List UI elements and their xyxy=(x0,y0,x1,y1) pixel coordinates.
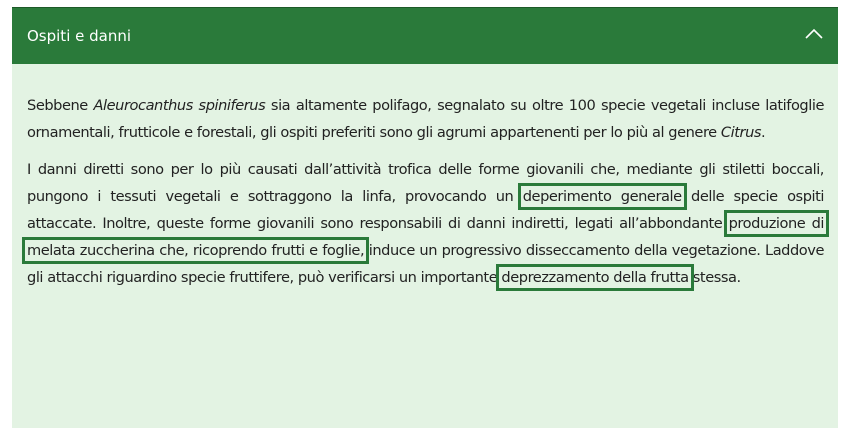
text-span: Sebbene xyxy=(27,97,94,114)
genus-name: Citrus xyxy=(720,124,762,141)
species-name: Aleurocanthus spiniferus xyxy=(93,97,266,114)
text-span: I danni diretti sono per lo più causati dall’attività trofica delle forme giovanili che, mediante gli stiletti boccali, pungono i tessuti vegetali e sottraggono la linfa, provocando un xyxy=(27,161,824,205)
accordion-header[interactable] xyxy=(12,7,838,64)
highlight-deprezzamento: deprezzamento della frutta xyxy=(501,269,689,286)
hosts-paragraph xyxy=(27,92,824,146)
highlight-deperimento: deperimento generale xyxy=(522,188,682,205)
accordion-section xyxy=(12,7,838,428)
highlight-melata: produzione di melata zuccherina che, ricoprendo frutti e foglie, xyxy=(27,215,824,259)
text-span: delle specie ospiti attaccate. Inoltre, queste forme giovanili sono responsabili di danni indiretti, legati all’abbondante xyxy=(27,188,824,232)
accordion-body xyxy=(12,64,838,428)
text-span: stessa. xyxy=(688,269,741,286)
text-span: sia altamente polifago, segnalato su oltre 100 specie vegetali incluse latifoglie ornamentali, frutticole e forestali, gli ospiti preferiti sono gli agrumi appartenenti per lo più al genere xyxy=(27,97,824,141)
chevron-up-icon[interactable] xyxy=(804,26,824,40)
damage-paragraph xyxy=(27,156,824,291)
text-span: induce un progressivo disseccamento della vegetazione. Laddove gli attacchi riguardino specie fruttifere, può verificarsi un importante xyxy=(27,242,825,286)
section-content xyxy=(27,92,824,291)
text-span: . xyxy=(761,124,766,141)
accordion-title: Ospiti e danni xyxy=(27,27,132,45)
